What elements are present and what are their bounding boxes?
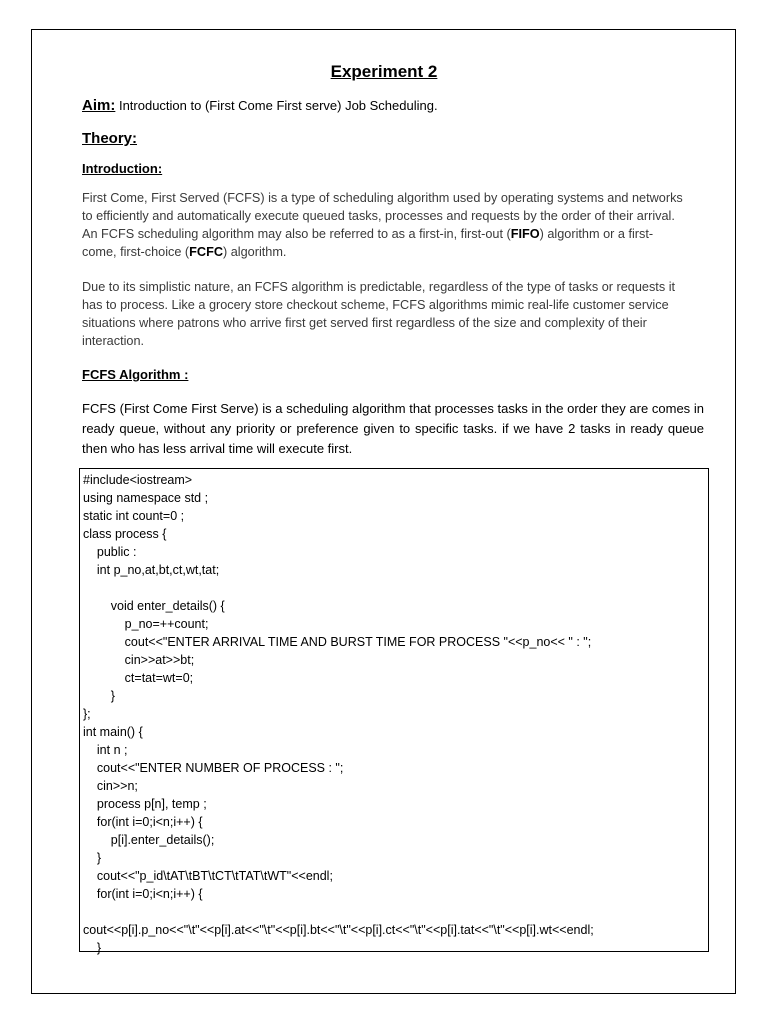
introduction-heading: Introduction: [82,161,163,176]
intro-p1-fcfc: FCFC [189,245,223,259]
algorithm-heading: FCFS Algorithm : [82,367,189,382]
aim-text: Introduction to (First Come First serve) Job Scheduling. [115,98,438,113]
intro-paragraph-1 [82,189,686,261]
code-block [79,468,709,955]
aim-label: Aim: [82,97,116,114]
intro-p1-fifo: FIFO [510,227,540,241]
aim-line [82,97,438,114]
intro-p1-part3: ) algorithm. [223,245,287,259]
intro-p1-part2: ) algorithm or a first-come, first-choice ( [82,227,654,259]
theory-heading: Theory: [82,130,138,147]
algorithm-paragraph: FCFS (First Come First Serve) is a scheduling algorithm that processes tasks in the order they are comes in ready queue, without any priority or preference given to specific tasks. if we have 2 tasks in ready queue then who has less arrival time will execute first. [82,401,704,456]
document-title: Experiment 2 [330,62,438,81]
intro-paragraph-2: Due to its simplistic nature, an FCFS algorithm is predictable, regardless of the type of tasks or requests it has to process. Like a grocery store checkout scheme, FCFS algorithms mimic real-life customer service situations where patrons who arrive first get served first regardless of the size and complexity of their interaction. [82,280,676,348]
intro-p1-part1: First Come, First Served (FCFS) is a type of scheduling algorithm used by operating systems and networks to efficiently and automatically execute queued tasks, processes and requests by the order of their arrival. An FCFS scheduling algorithm may also be referred to as a first-in, first-out ( [82,191,683,241]
code-listing: #include<iostream> using namespace std ; static int count=0 ; class process { public : int p_no,at,bt,ct,wt,tat; void enter_details() { p_no=++count; cout<<"ENTER ARRIVAL TIME AND BURST TIME FOR PROCESS "<<p_no<< " : "; cin>>at>>bt; ct=tat=wt=0; } }; int main() { int n ; cout<<"ENTER NUMBER OF PROCESS : "; cin>>n; process p[n], temp ; for(int i=0;i<n;i++) { p[i].enter_details(); } cout<<"p_id\tAT\tBT\tCT\tTAT\tWT"<<endl; for(int i=0;i<n;i++) { cout<<p[i].p_no<<"\t"<<p[i].at<<"\t"<<p[i].bt<<"\t"<<p[i].ct<<"\t"<<p[i].tat<<"\t"<<p[i].wt<<endl; } [83,473,594,955]
